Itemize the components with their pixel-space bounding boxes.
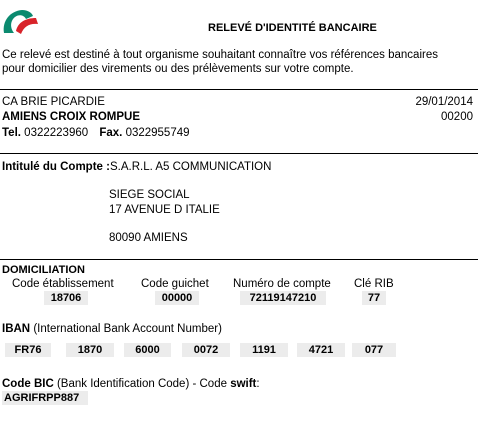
agency-code: 00200 — [441, 111, 473, 123]
fax-label: Fax. — [99, 127, 123, 139]
credit-agricole-logo — [2, 7, 39, 37]
logo-red-shape — [16, 18, 38, 34]
bank-name: CA BRIE PICARDIE — [2, 96, 105, 108]
iban-group-7: 077 — [352, 343, 396, 357]
code-guichet-value: 00000 — [155, 291, 199, 305]
divider-3 — [0, 259, 478, 260]
code-etablissement-value: 18706 — [44, 291, 88, 305]
tel-value: 0322223960 — [24, 127, 89, 139]
account-holder-line — [2, 161, 271, 173]
iban-group-4: 0072 — [182, 343, 230, 357]
domiciliation-title: DOMICILIATION — [2, 264, 85, 276]
intro-line-1: Ce relevé est destiné à tout organisme souhaitant connaître vos références bancaires — [2, 49, 438, 61]
cle-rib-value: 77 — [362, 291, 386, 305]
account-holder-label: Intitulé du Compte : — [2, 161, 110, 173]
iban-group-5: 1191 — [240, 343, 288, 357]
account-holder-name: S.A.R.L. A5 COMMUNICATION — [109, 161, 272, 173]
code-etablissement-label: Code établissement — [12, 278, 114, 290]
document-title: RELEVÉ D'IDENTITÉ BANCAIRE — [208, 22, 377, 34]
iban-group-6: 4721 — [297, 343, 345, 357]
iban-group-3: 6000 — [124, 343, 171, 357]
tel-label: Tel. — [2, 127, 21, 139]
iban-group-1: FR76 — [5, 343, 51, 357]
numero-compte-value: 72119147210 — [240, 291, 326, 305]
numero-compte-label: Numéro de compte — [233, 278, 331, 290]
bic-description: (Bank Identification Code) - Code — [56, 378, 231, 390]
fax-value: 0322955749 — [125, 127, 190, 139]
bic-swift: swift — [230, 378, 257, 390]
code-guichet-label: Code guichet — [141, 278, 209, 290]
address-line-1: SIEGE SOCIAL — [109, 189, 190, 201]
divider-2 — [0, 153, 478, 154]
bic-heading — [2, 378, 260, 390]
divider-1 — [0, 89, 478, 90]
agency-name: AMIENS CROIX ROMPUE — [2, 111, 141, 123]
iban-label: IBAN — [2, 323, 31, 335]
cle-rib-label: Clé RIB — [354, 278, 394, 290]
bic-value: AGRIFRPP887 — [2, 391, 88, 405]
contact-line — [2, 127, 190, 139]
address-line-3: 80090 AMIENS — [109, 232, 188, 244]
bic-label: Code BIC — [2, 378, 54, 390]
bic-colon: : — [256, 378, 260, 390]
address-line-2: 17 AVENUE D ITALIE — [109, 204, 220, 216]
iban-group-2: 1870 — [66, 343, 114, 357]
intro-line-2: pour domicilier des virements ou des prélèvements sur votre compte. — [2, 63, 354, 75]
document-date: 29/01/2014 — [415, 96, 473, 108]
iban-description: (International Bank Account Number) — [33, 323, 222, 335]
iban-heading — [2, 323, 222, 335]
